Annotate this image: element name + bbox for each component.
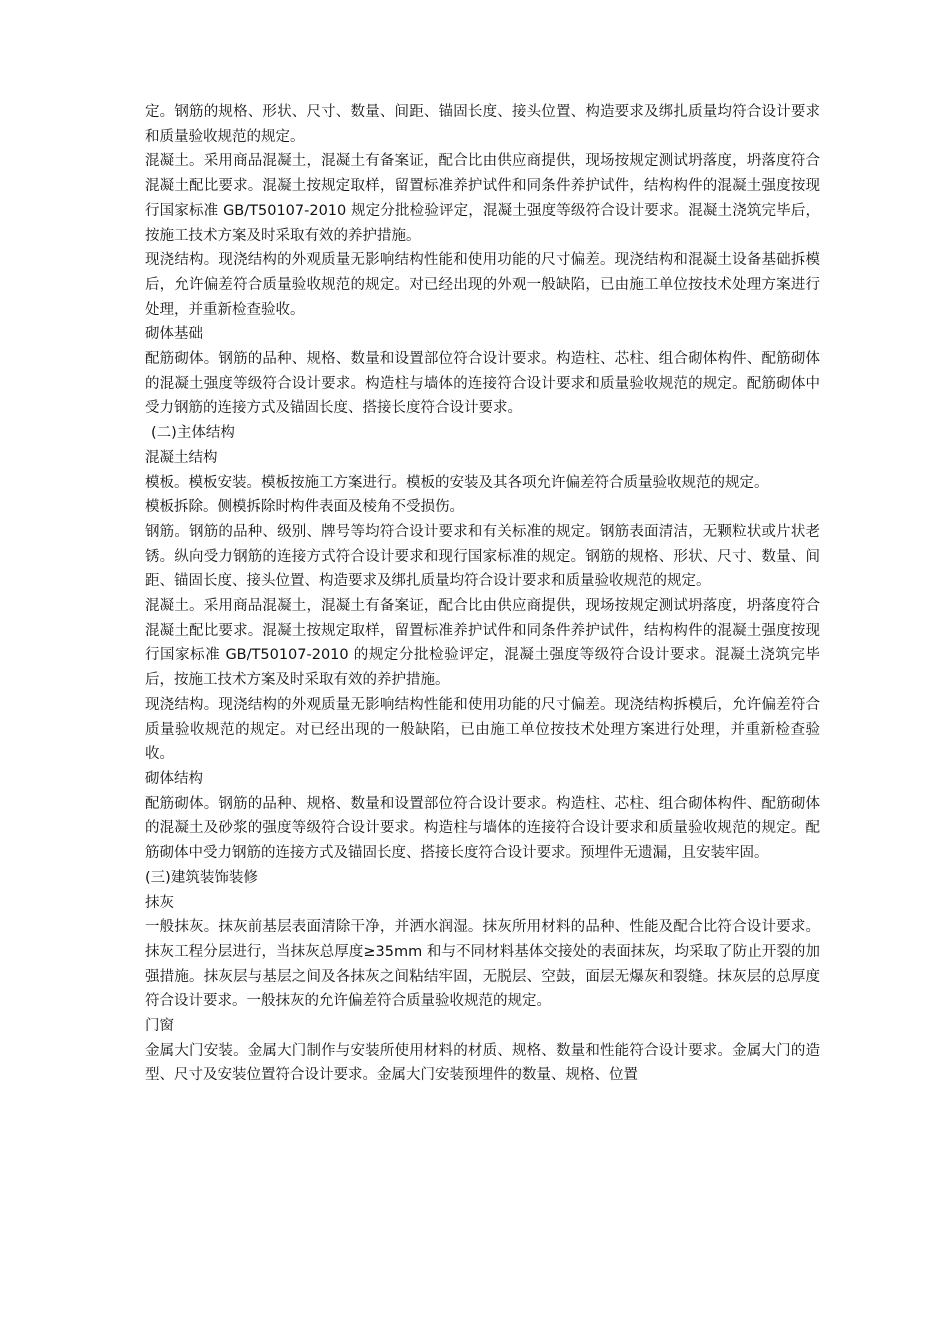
heading-masonry-structure: 砌体结构 [145,770,203,787]
paragraph-reinforced-masonry-main: 配筋砌体。钢筋的品种、规格、数量和设置部位符合设计要求。构造柱、芯柱、组合砌体构件、配筋砌体的混凝土及砂浆的强度等级符合设计要求。构造柱与墙体的连接符合设计要求和质量验收规范的规定。配筋砌体中受力钢筋的连接方式及锚固长度、搭接长度符合设计要求。预埋件无遗漏，且安装牢固。 [145,795,820,862]
paragraph-reinforced-masonry-foundation: 配筋砌体。钢筋的品种、规格、数量和设置部位符合设计要求。构造柱、芯柱、组合砌体构件、配筋砌体的混凝土强度等级符合设计要求。构造柱与墙体的连接符合设计要求和质量验收规范的规定。配筋砌体中受力钢筋的连接方式及锚固长度、搭接长度符合设计要求。 [145,351,820,417]
heading-plastering: 抹灰 [145,894,174,911]
heading-concrete-structure: 混凝土结构 [145,449,218,466]
document-page [145,100,820,1088]
heading-main-structure: (二)主体结构 [151,425,235,442]
heading-decoration: (三)建筑装饰装修 [145,869,258,886]
paragraph-cast-in-place-main: 现浇结构。现浇结构的外观质量无影响结构性能和使用功能的尺寸偏差。现浇结构拆模后，允许偏差符合质量验收规范的规定。对已经出现的一般缺陷，已由施工单位按技术处理方案进行处理，并重新检查验收。 [145,696,820,763]
paragraph-formwork-installation: 模板。模板安装。模板按施工方案进行。模板的安装及其各项允许偏差符合质量验收规范的规定。 [145,474,769,491]
heading-doors-windows: 门窗 [145,1018,174,1035]
paragraph-rebar-continued: 定。钢筋的规格、形状、尺寸、数量、间距、锚固长度、接头位置、构造要求及绑扎质量均符合设计要求和质量验收规范的规定。 [145,104,820,145]
paragraph-general-plastering: 一般抹灰。抹灰前基层表面清除干净，并洒水润湿。抹灰所用材料的品种、性能及配合比符合设计要求。抹灰工程分层进行，当抹灰总厚度≥35mm 和与不同材料基体交接处的表面抹灰，均采取了防止开裂的加强措施。抹灰层与基层之间及各抹灰之间粘结牢固，无脱层、空鼓，面层无爆灰和裂缝。抹灰层的总厚度符合设计要求。一般抹灰的允许偏差符合质量验收规范的规定。 [145,919,820,1010]
paragraph-formwork-removal: 模板拆除。侧模拆除时构件表面及棱角不受损伤。 [145,499,464,516]
paragraph-concrete-foundation: 混凝土。采用商品混凝土，混凝土有备案证，配合比由供应商提供，现场按规定测试坍落度，坍落度符合混凝土配比要求。混凝土按规定取样，留置标准养护试件和同条件养护试件，结构构件的混凝土强度按现行国家标准 GB/T50107-2010 规定分批检验评定，混凝土强度等级符合设计要求。混凝土浇筑完毕后，按施工技术方案及时采取有效的养护措施。 [145,153,820,244]
heading-masonry-foundation: 砌体基础 [145,326,203,343]
paragraph-metal-gate: 金属大门安装。金属大门制作与安装所使用材料的材质、规格、数量和性能符合设计要求。金属大门的造型、尺寸及安装位置符合设计要求。金属大门安装预埋件的数量、规格、位置 [145,1042,820,1084]
paragraph-cast-in-place-foundation: 现浇结构。现浇结构的外观质量无影响结构性能和使用功能的尺寸偏差。现浇结构和混凝土设备基础拆模后，允许偏差符合质量验收规范的规定。对已经出现的外观一般缺陷，已由施工单位按技术处理方案进行处理，并重新检查验收。 [145,252,820,318]
paragraph-rebar: 钢筋。钢筋的品种、级别、牌号等均符合设计要求和有关标准的规定。钢筋表面清洁，无颗粒状或片状老锈。纵向受力钢筋的连接方式符合设计要求和现行国家标准的规定。钢筋的规格、形状、尺寸、数量、间距、锚固长度、接头位置、构造要求及绑扎质量均符合设计要求和质量验收规范的规定。 [145,523,820,590]
paragraph-concrete-main: 混凝土。采用商品混凝土，混凝土有备案证，配合比由供应商提供，现场按规定测试坍落度，坍落度符合混凝土配比要求。混凝土按规定取样，留置标准养护试件和同条件养护试件，结构构件的混凝土强度按现行国家标准 GB/T50107-2010 的规定分批检验评定，混凝土强度等级符合设计要求。混凝土浇筑完毕后，按施工技术方案及时采取有效的养护措施。 [145,598,820,689]
